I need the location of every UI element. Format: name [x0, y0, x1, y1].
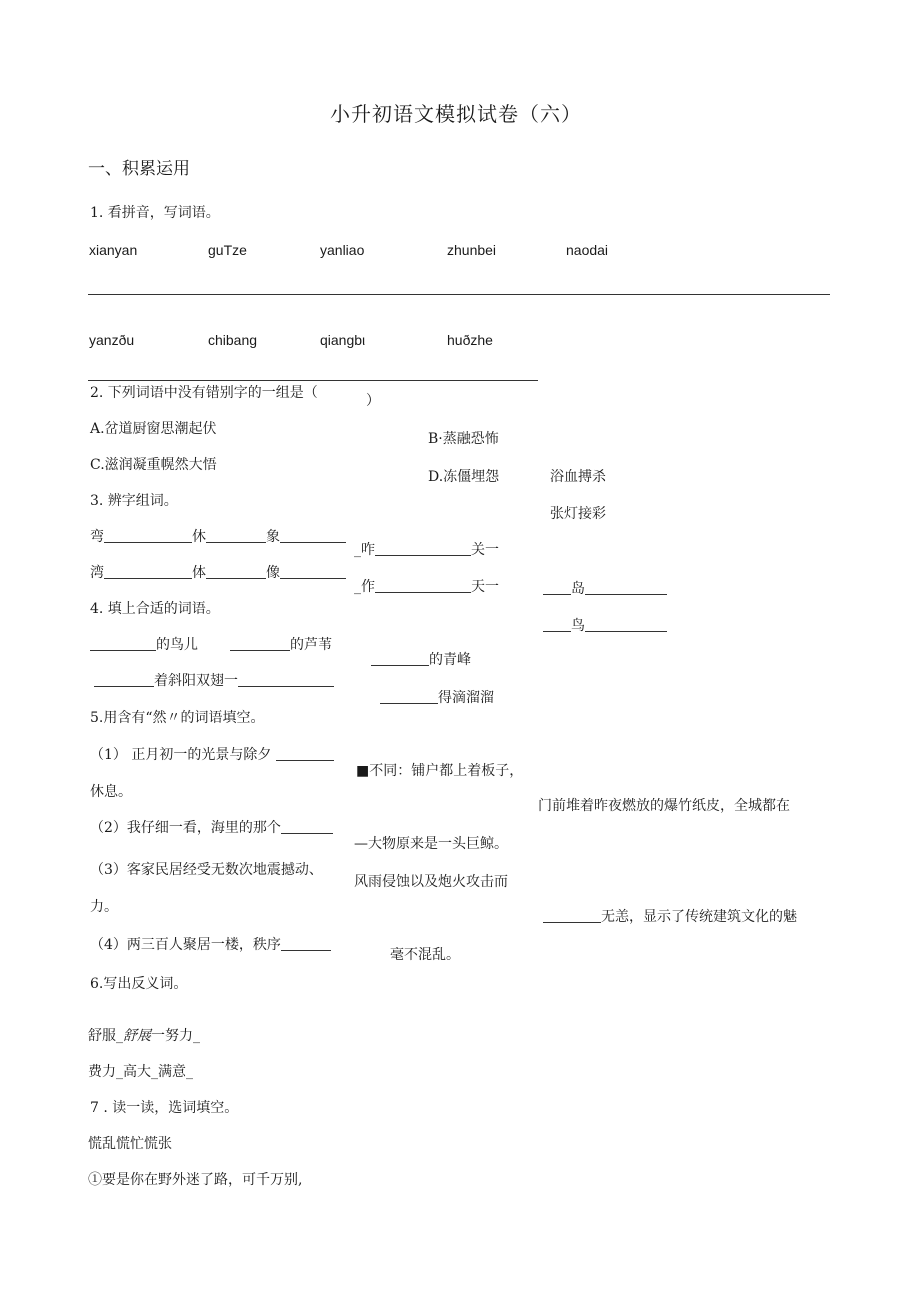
blank[interactable]: [276, 746, 334, 761]
q5-s1b: ■不同：铺户都上着板子，: [356, 763, 524, 779]
blank[interactable]: [375, 578, 471, 593]
q1-label: 1. 看拼音，写词语。: [90, 205, 220, 221]
blank[interactable]: [104, 528, 192, 543]
fill-text: 得滴溜溜: [438, 690, 494, 706]
pinyin-9: huðzhe: [447, 332, 493, 348]
char: _咋: [354, 542, 375, 558]
fill-e: [380, 689, 494, 707]
option-d[interactable]: D.冻僵埋怨: [428, 469, 500, 485]
antonym-answer: 舒展: [123, 1028, 151, 1044]
blank[interactable]: [206, 528, 266, 543]
blank[interactable]: [281, 819, 333, 834]
answer-line[interactable]: [88, 380, 538, 381]
q2-paren: ）: [366, 393, 380, 409]
fill-d: [94, 672, 334, 690]
word-choices: 慌乱慌忙慌张: [88, 1136, 172, 1152]
pinyin-3: yanliao: [320, 242, 365, 258]
q5-s3b: 风雨侵蚀以及炮火攻击而: [354, 874, 508, 890]
fill-text: 的青峰: [429, 652, 471, 668]
antonym-text: 一努力_: [151, 1028, 200, 1044]
q4-label: 4. 填上合适的词语。: [90, 601, 220, 617]
blank[interactable]: [280, 528, 346, 543]
char: 弯: [90, 529, 104, 545]
sentence-text: 无恙，显示了传统建筑文化的魅: [601, 909, 797, 925]
q5-s1: [90, 746, 334, 764]
q7-label: 7 . 读一读，选词填空。: [90, 1100, 239, 1116]
q5-s4: [90, 936, 331, 954]
q5-label: 5.用含有“然〃的词语填空。: [90, 710, 265, 726]
q5-s3c: [543, 908, 797, 926]
option-extra: 浴血搏杀: [550, 469, 606, 485]
char: 鸟: [571, 618, 585, 634]
char: 像: [266, 565, 280, 581]
fill-text: 的芦苇: [290, 637, 332, 653]
char: 关一: [471, 542, 499, 558]
pinyin-4: zhunbei: [447, 242, 497, 258]
blank[interactable]: [375, 541, 471, 556]
q2-label: 2. 下列词语中没有错别字的一组是（: [90, 385, 318, 401]
char: _作: [354, 579, 375, 595]
char-row-2: [90, 564, 346, 582]
fill-a: [90, 636, 198, 654]
blank[interactable]: [380, 689, 438, 704]
blank[interactable]: [543, 908, 601, 923]
char: 岛: [571, 581, 585, 597]
pinyin-8: qiangbι: [320, 332, 366, 348]
fill-text: 着斜阳双翅一: [154, 673, 238, 689]
sentence-text: （1） 正月初一的光景与除夕: [90, 747, 272, 763]
blank[interactable]: [371, 651, 429, 666]
blank[interactable]: [90, 636, 156, 651]
fill-text: 的鸟儿: [156, 637, 198, 653]
blank[interactable]: [280, 564, 346, 579]
blank[interactable]: [585, 617, 667, 632]
pinyin-1: xianyan: [89, 242, 138, 258]
char: 天一: [471, 579, 499, 595]
pinyin-2: guTze: [208, 242, 247, 258]
char-row-3c: [543, 617, 667, 635]
char: 体: [192, 565, 206, 581]
q5-s1c: 门前堆着昨夜燃放的爆竹纸皮，全城都在: [538, 798, 790, 814]
q7-sentence-1: ①要是你在野外迷了路，可千万别,: [88, 1172, 303, 1188]
fill-b: [230, 636, 332, 654]
antonym-line-1: [88, 1027, 200, 1045]
q5-s2b: —大物原来是一头巨鲸。: [354, 836, 508, 852]
blank[interactable]: [585, 580, 667, 595]
sentence-text: （4）两三百人聚居一楼，秩序: [90, 937, 281, 953]
q5-s2: [90, 819, 333, 837]
answer-line[interactable]: [88, 294, 830, 295]
sentence-text: （2）我仔细一看，海里的那个: [90, 820, 281, 836]
blank[interactable]: [543, 580, 571, 595]
pinyin-6: yanzðu: [89, 332, 135, 348]
pinyin-7: chibang: [208, 332, 258, 348]
q5-s4b: 毫不混乱。: [390, 947, 460, 963]
blank[interactable]: [281, 936, 331, 951]
option-a[interactable]: A.岔道厨窗思潮起伏: [90, 421, 217, 437]
q5-s3a: （3）客家民居经受无数次地震撼动、: [90, 862, 323, 878]
blank[interactable]: [543, 617, 571, 632]
page-title: 小升初语文模拟试卷（六）: [330, 102, 582, 126]
char: 象: [266, 529, 280, 545]
char-row-2b: [354, 578, 499, 596]
option-extra: 张灯接彩: [550, 506, 606, 522]
blank[interactable]: [206, 564, 266, 579]
char-row-2c: [543, 580, 667, 598]
char-row-1b: [354, 541, 499, 559]
char: 休: [192, 529, 206, 545]
blank[interactable]: [230, 636, 290, 651]
q5-s1d: 休息。: [90, 784, 132, 800]
option-b[interactable]: B·蒸融恐怖: [428, 431, 499, 447]
char: 湾: [90, 565, 104, 581]
antonym-line-2: 费力_高大_满意_: [88, 1064, 193, 1080]
antonym-text: 舒服_: [88, 1028, 123, 1044]
blank[interactable]: [94, 672, 154, 687]
blank[interactable]: [238, 672, 334, 687]
fill-c: [371, 651, 471, 669]
q5-s3d: 力。: [90, 899, 118, 915]
q3-label: 3. 辨字组词。: [90, 493, 178, 509]
pinyin-5: naodai: [566, 242, 609, 258]
section-heading: 一、积累运用: [88, 159, 190, 179]
option-c[interactable]: C.滋润凝重幌然大悟: [90, 457, 217, 473]
blank[interactable]: [104, 564, 192, 579]
q6-label: 6.写出反义词。: [90, 976, 188, 992]
char-row-1: [90, 528, 346, 546]
